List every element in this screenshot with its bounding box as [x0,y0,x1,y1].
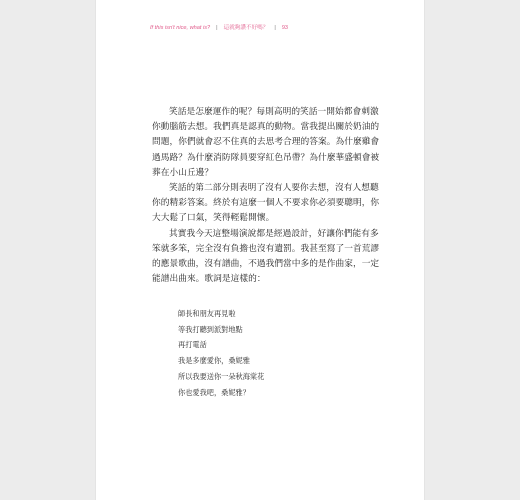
lyric-line: 你也愛我吧，桑妮雅？ [178,387,250,397]
paragraph: 其實我今天這整場演說都是經過設計，好讓你們能有多笨就多笨，完全沒有負擔也沒有遺罰。我甚至寫了一首荒謬的應景歌曲，沒有譜曲，不過我們當中多的是作曲家，一定能譜出曲來。歌詞是這樣的： [152,228,380,285]
running-header [150,22,380,34]
lyric-line: 師長和朋友再見啦 [178,309,236,318]
header-page-number: 93 [281,25,289,31]
header-separator: | [274,25,276,31]
header-separator: | [216,25,218,31]
header-chapter-title: 這就夠讚不好嗎？ [223,25,269,31]
song-lyrics [178,306,328,400]
paragraph: 笑話是怎麼運作的呢？每則高明的笑話一開始都會刺激你動腦筋去想。我們真是認真的動物。當我提出關於奶油的問題，你們就會忍不住真的去思考合理的答案。為什麼雞會過馬路？為什麼消防隊員要穿紅色吊帶？為什麼華盛頓會被葬在小山丘邊？ [152,107,380,178]
header-book-title: If this isn't nice, what is? [150,25,211,31]
body-text [152,105,382,287]
lyric-line: 所以我要送你一朵秋海棠花 [178,371,265,381]
lyric-line: 等我打聽到派對地點 [178,324,243,334]
lyric-line: 我是多麼愛你，桑妮雅 [178,356,250,366]
lyric-line: 再打電話 [178,340,207,350]
paragraph: 笑話的第二部分則表明了沒有人要你去想，沒有人想聽你的精彩答案。終於有這麼一個人不要求你必須要聰明，你大大鬆了口氣，笑得輕鬆開懷。 [152,183,380,224]
